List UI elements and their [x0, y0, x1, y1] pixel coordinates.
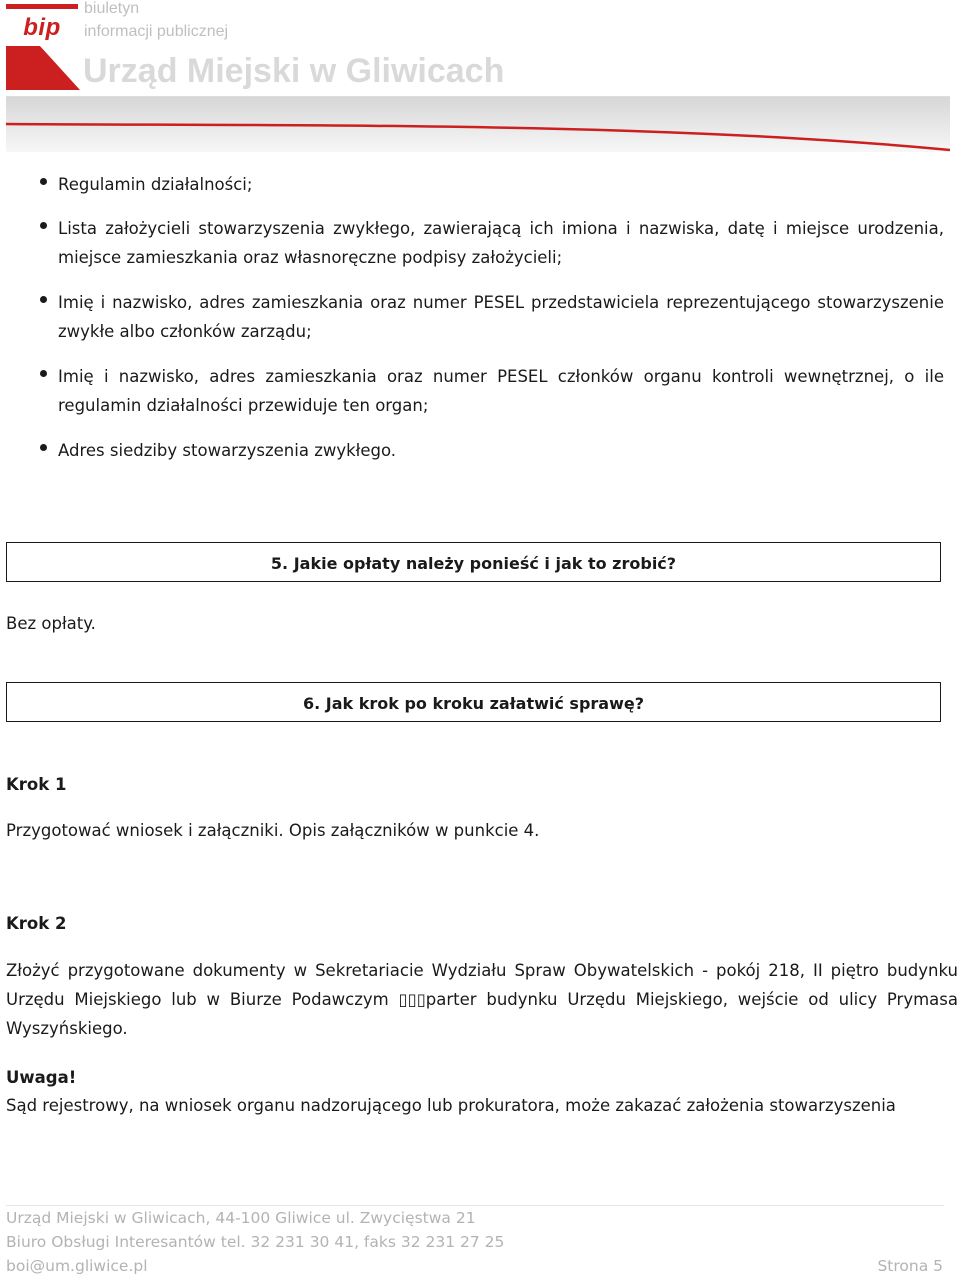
bip-logo [6, 4, 80, 88]
step-1-text: Przygotować wniosek i załączniki. Opis załączników w punkcie 4. [6, 821, 540, 840]
section-6-header [6, 682, 941, 722]
footer-divider [6, 1205, 944, 1206]
bip-label-line2: informacji publicznej [84, 23, 229, 40]
list-item: Regulamin działalności; [40, 170, 944, 199]
logo-red-bar [6, 4, 78, 9]
bip-label-line1: biuletyn [84, 0, 140, 17]
page-number: Strona 5 [877, 1257, 943, 1275]
step-2-label: Krok 2 [6, 914, 67, 933]
footer-address: Urząd Miejski w Gliwicach, 44-100 Gliwice ul. Zwycięstwa 21 [6, 1209, 476, 1227]
section-5-header [6, 542, 941, 582]
footer-email[interactable]: boi@um.gliwice.pl [6, 1257, 148, 1275]
step-2-text: Złożyć przygotowane dokumenty w Sekretariacie Wydziału Spraw Obywatelskich - pokój 218, II piętro budynku Urzędu Miejskiego lub w Biurze Podawczym ▯▯▯parter budynku Urzędu Miejskiego, wejście od ulicy Prymasa Wyszyńskiego. [6, 961, 958, 1038]
required-documents-list [40, 170, 944, 481]
step-1-label: Krok 1 [6, 775, 67, 794]
list-item: Imię i nazwisko, adres zamieszkania oraz numer PESEL przedstawiciela reprezentującego stowarzyszenie zwykłe albo członków zarządu; [40, 288, 944, 346]
footer-phone: Biuro Obsługi Interesantów tel. 32 231 30 41, faks 32 231 27 25 [6, 1233, 505, 1251]
note-label: Uwaga! [6, 1068, 77, 1087]
fees-text: Bez opłaty. [6, 614, 96, 633]
section-6-title: 6. Jak krok po kroku załatwić sprawę? [302, 694, 644, 713]
list-item: Lista założycieli stowarzyszenia zwykłego, zawierającą ich imiona i nazwiska, datę i miejsce urodzenia, miejsce zamieszkania oraz własnoręczne podpisy założycieli; [40, 214, 944, 272]
office-title: Urząd Miejski w Gliwicach [83, 52, 505, 90]
list-item: Adres siedziby stowarzyszenia zwykłego. [40, 436, 944, 465]
note-text: Sąd rejestrowy, na wniosek organu nadzorującego lub prokuratora, może zakazać założenia stowarzyszenia [6, 1096, 896, 1115]
list-item: Imię i nazwisko, adres zamieszkania oraz numer PESEL członków organu kontroli wewnętrznej, o ile regulamin działalności przewiduje ten organ; [40, 362, 944, 420]
logo-flag-icon [6, 46, 80, 90]
section-5-title: 5. Jakie opłaty należy ponieść i jak to zrobić? [270, 554, 677, 573]
logo-text: bip [23, 14, 61, 41]
header-decorative-band [6, 96, 950, 152]
